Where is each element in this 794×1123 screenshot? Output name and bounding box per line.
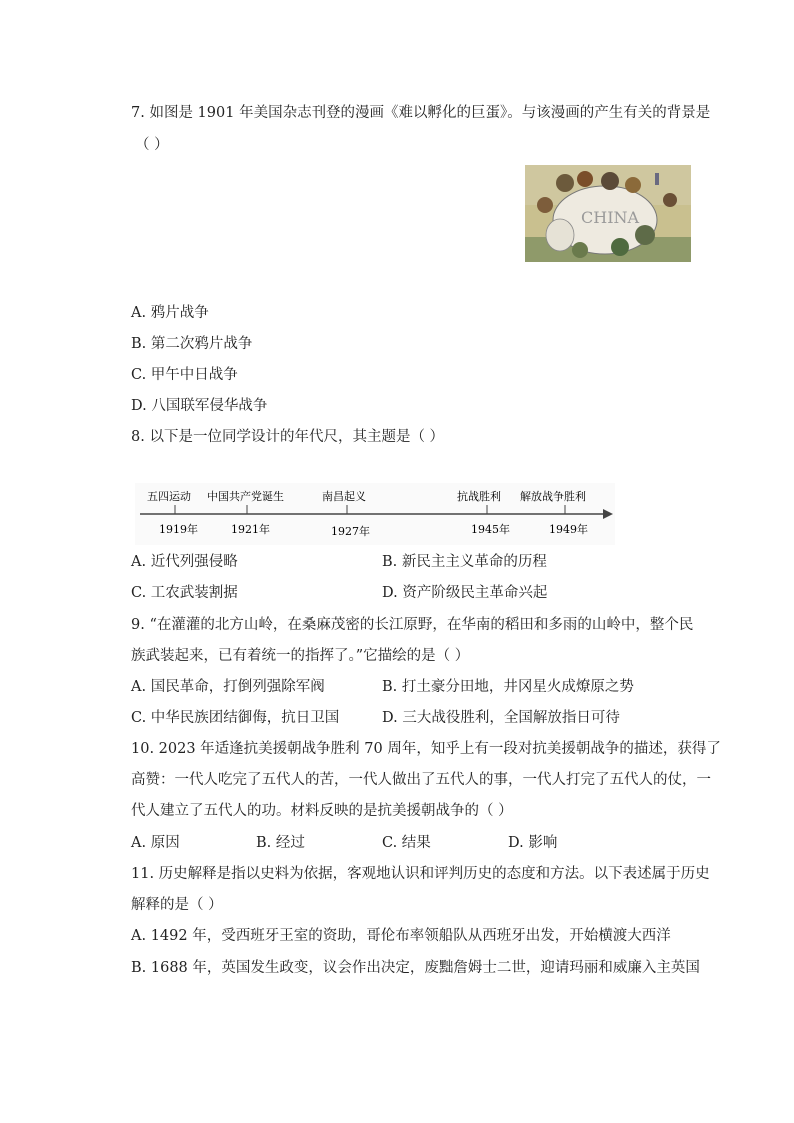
- cartoon-egg-text: CHINA: [581, 208, 640, 227]
- question-7-option-a: A. 鸦片战争: [131, 305, 209, 321]
- question-10-stem-line-2: 高赞：一代人吃完了五代人的苦，一代人做出了五代人的事，一代人打完了五代人的仗，一: [131, 772, 711, 788]
- question-9-option-c: C. 中华民族团结御侮，抗日卫国: [131, 710, 340, 726]
- timeline-event-1921: 中国共产党诞生: [207, 490, 284, 503]
- timeline-event-1919: 五四运动: [147, 490, 191, 503]
- question-11-stem-line-1: 11. 历史解释是指以史料为依据，客观地认识和评判历史的态度和方法。以下表述属于历史: [131, 866, 710, 882]
- question-10-option-a: A. 原因: [131, 835, 180, 851]
- question-11-option-b: B. 1688 年，英国发生政变，议会作出决定，废黜詹姆士二世，迎请玛丽和威廉入主英国: [131, 960, 700, 976]
- question-9-option-d: D. 三大战役胜利，全国解放指日可待: [382, 710, 620, 726]
- question-7-option-d: D. 八国联军侵华战争: [131, 398, 268, 414]
- question-10-option-c: C. 结果: [382, 835, 431, 851]
- timeline-figure: [135, 483, 615, 545]
- question-11-option-a: A. 1492 年，受西班牙王室的资助，哥伦布率领船队从西班牙出发，开始横渡大西洋: [131, 928, 671, 944]
- question-8-option-a: A. 近代列强侵略: [131, 554, 238, 570]
- question-10-option-b: B. 经过: [256, 835, 305, 851]
- timeline-year-1919: 1919年: [159, 523, 198, 536]
- question-7-stem: 7. 如图是 1901 年美国杂志刊登的漫画《难以孵化的巨蛋》。与该漫画的产生有关的背景是: [131, 105, 711, 121]
- timeline-event-1927: 南昌起义: [322, 490, 366, 503]
- timeline-year-1949: 1949年: [549, 523, 588, 536]
- timeline-event-1949: 解放战争胜利: [520, 490, 586, 503]
- question-7-option-c: C. 甲午中日战争: [131, 367, 238, 383]
- question-8-option-d: D. 资产阶级民主革命兴起: [382, 585, 548, 601]
- question-9-stem-line-1: 9. “在灌灌的北方山岭，在桑麻茂密的长江原野，在华南的稻田和多雨的山岭中，整个民: [131, 617, 694, 633]
- question-8-option-b: B. 新民主主义革命的历程: [382, 554, 547, 570]
- timeline-year-1921: 1921年: [231, 523, 270, 536]
- timeline-event-1945: 抗战胜利: [457, 490, 501, 503]
- question-9-option-a: A. 国民革命，打倒列强除军阀: [131, 679, 325, 695]
- question-11-stem-line-2: 解释的是（ ）: [131, 897, 223, 913]
- question-7-answer-paren: （ ）: [135, 137, 169, 153]
- question-9-stem-line-2: 族武装起来，已有着统一的指挥了。”它描绘的是（ ）: [131, 648, 470, 664]
- timeline-year-1945: 1945年: [471, 523, 510, 536]
- question-9-option-b: B. 打土豪分田地，井冈星火成燎原之势: [382, 679, 634, 695]
- question-8-stem: 8. 以下是一位同学设计的年代尺，其主题是（ ）: [131, 429, 445, 445]
- question-7-option-b: B. 第二次鸦片战争: [131, 336, 253, 352]
- question-10-option-d: D. 影响: [508, 835, 558, 851]
- question-8-option-c: C. 工农武装割据: [131, 585, 238, 601]
- question-10-stem-line-3: 代人建立了五代人的功。材料反映的是抗美援朝战争的（ ）: [131, 803, 513, 819]
- question-10-stem-line-1: 10. 2023 年适逢抗美援朝战争胜利 70 周年，知乎上有一段对抗美援朝战争的描述，获得了: [131, 741, 721, 757]
- timeline-year-1927: 1927年: [331, 525, 370, 538]
- cartoon-image: [525, 165, 691, 262]
